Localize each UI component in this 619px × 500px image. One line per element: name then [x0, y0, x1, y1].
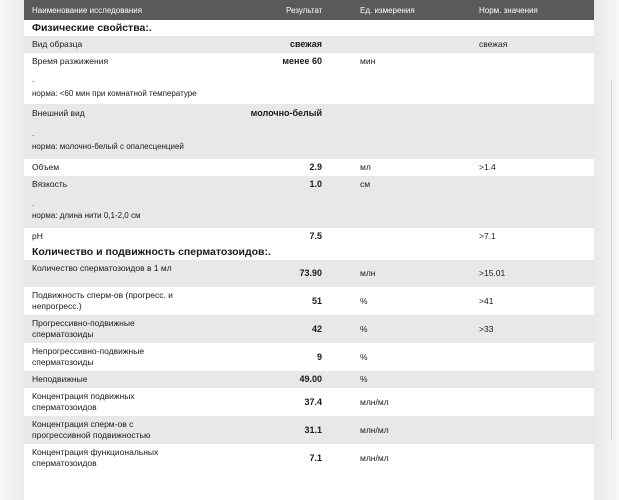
- row-unit: млн/мл: [360, 453, 389, 463]
- row-norm: >15.01: [479, 268, 506, 278]
- row-result: 7.1: [309, 453, 322, 463]
- table-row: [24, 388, 594, 416]
- row-note: норма: молочно-белый с опалесценцией: [32, 142, 184, 151]
- row-result: 73.90: [299, 268, 322, 278]
- row-note-marker: .: [32, 129, 35, 138]
- row-unit: %: [360, 352, 368, 362]
- row-unit: млн/мл: [360, 397, 389, 407]
- row-name: Объем: [32, 162, 60, 172]
- row-unit: мл: [360, 162, 371, 172]
- row-result: 37.4: [304, 397, 322, 407]
- table-row: [24, 260, 594, 287]
- table-header: [24, 0, 594, 20]
- table-row: [24, 36, 594, 53]
- row-unit: %: [360, 374, 368, 384]
- table-row: [24, 315, 594, 343]
- row-result: 2.9: [309, 162, 322, 172]
- row-norm: >41: [479, 296, 494, 306]
- table-row: [24, 287, 594, 315]
- section-title-count: Количество и подвижность сперматозоидов:.: [32, 246, 271, 258]
- row-result: менее 60: [282, 56, 322, 66]
- row-result: 31.1: [304, 425, 322, 435]
- header-norm: Норм. значения: [479, 6, 538, 15]
- page-margin-left: [0, 0, 24, 500]
- row-unit: млн: [360, 268, 376, 278]
- row-name: Неподвижные: [32, 374, 88, 384]
- row-name: Концентрация сперм-ов с прогрессивной подвижностью: [32, 419, 151, 440]
- row-name: Количество сперматозоидов в 1 мл: [32, 263, 172, 273]
- row-note: норма: длина нити 0,1-2,0 см: [32, 211, 141, 220]
- table-row: [24, 371, 594, 388]
- row-name: Вид образца: [32, 39, 83, 49]
- row-result: 49.00: [299, 374, 322, 384]
- section-title-physical: Физические свойства:.: [32, 22, 152, 34]
- row-result: 1.0: [309, 179, 322, 189]
- scrollbar-track[interactable]: [611, 80, 612, 440]
- row-unit: %: [360, 296, 368, 306]
- row-name: Вязкость: [32, 179, 68, 189]
- lab-report-sheet: [24, 0, 594, 500]
- row-norm: >7.1: [479, 231, 496, 241]
- row-name: Время разжижения: [32, 56, 109, 66]
- row-name: pH: [32, 231, 43, 241]
- table-row: [24, 444, 594, 474]
- table-row: [24, 53, 594, 104]
- row-result: 42: [311, 324, 322, 334]
- row-norm: >33: [479, 324, 494, 334]
- row-note-marker: .: [32, 75, 35, 84]
- header-unit: Ед. измерения: [360, 6, 415, 15]
- row-name: Концентрация функциональных сперматозоидов: [32, 447, 159, 468]
- row-result: молочно-белый: [250, 108, 322, 118]
- table-row: [24, 343, 594, 371]
- row-result: свежая: [289, 39, 322, 49]
- row-result: 9: [316, 352, 322, 362]
- row-note-marker: .: [32, 199, 35, 208]
- row-norm: >1.4: [479, 162, 496, 172]
- page-margin-right: [594, 0, 619, 500]
- row-name: Концентрация подвижных сперматозоидов: [32, 391, 135, 412]
- row-unit: мин: [360, 56, 376, 66]
- row-name: Прогрессивно-подвижные сперматозоиды: [32, 318, 135, 339]
- row-result: 51: [311, 296, 322, 306]
- row-note: норма: <60 мин при комнатной температуре: [32, 89, 197, 98]
- row-unit: млн/мл: [360, 425, 389, 435]
- row-result: 7.5: [309, 231, 322, 241]
- row-norm: свежая: [479, 39, 508, 49]
- row-name: Непрогрессивно-подвижные сперматозоиды: [32, 346, 145, 367]
- table-row: [24, 159, 594, 176]
- table-row: [24, 176, 594, 228]
- table-row: [24, 416, 594, 444]
- row-unit: %: [360, 324, 368, 334]
- row-name: Внешний вид: [32, 108, 85, 118]
- table-row: [24, 104, 594, 159]
- header-name: Наименование исследования: [32, 6, 143, 15]
- table-row: [24, 228, 594, 245]
- header-result: Результат: [286, 6, 323, 15]
- row-name: Подвижность сперм-ов (прогресс. и непрогресс.): [32, 290, 173, 311]
- row-unit: см: [360, 179, 371, 189]
